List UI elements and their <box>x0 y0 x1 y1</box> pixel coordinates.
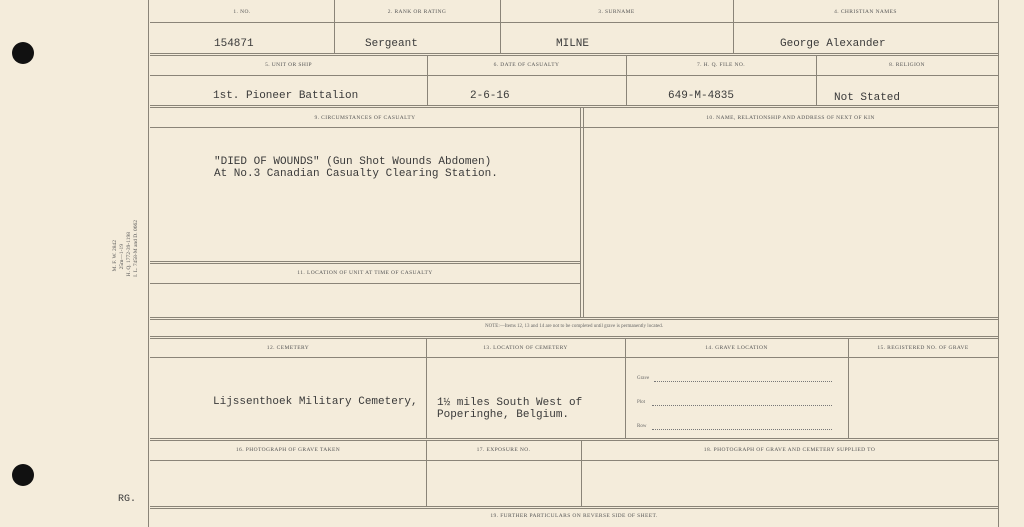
value-circumstances-1: "DIED OF WOUNDS" (Gun Shot Wounds Abdomen) <box>214 156 492 168</box>
header-photo-supplied: 18. PHOTOGRAPH OF GRAVE AND CEMETERY SUPPLIED TO <box>703 447 876 453</box>
header-location-unit: 11. LOCATION OF UNIT AT TIME OF CASUALTY <box>297 270 433 276</box>
side-stamp-2: 25m—1-19 <box>119 244 125 270</box>
row-label: Row <box>637 424 647 429</box>
value-surname: MILNE <box>556 38 590 50</box>
header-grave-location: 14. GRAVE LOCATION <box>705 345 768 351</box>
footer-code: RG. <box>118 494 137 505</box>
note-text: NOTE:—Items 12, 13 and 14 are not to be completed until grave is permanently located. <box>484 324 663 329</box>
value-religion: Not Stated <box>834 92 901 104</box>
header-cemetery: 12. CEMETERY <box>266 345 310 351</box>
header-date: 6. DATE OF CASUALTY <box>493 62 560 68</box>
value-no: 154871 <box>214 38 254 50</box>
side-stamp-3: H. Q. 1772-39-1198 <box>126 232 132 277</box>
header-next-of-kin: 10. NAME, RELATIONSHIP AND ADDRESS OF NEXT OF KIN <box>706 115 875 121</box>
value-date: 2-6-16 <box>470 90 510 102</box>
grave-label: Grave <box>637 376 650 381</box>
header-no: 1. NO. <box>233 9 251 15</box>
header-location-cemetery: 13. LOCATION OF CEMETERY <box>483 345 568 351</box>
punch-hole-top <box>12 42 34 64</box>
value-circumstances-2: At No.3 Canadian Casualty Clearing Station. <box>214 168 498 180</box>
header-unit: 5. UNIT OR SHIP <box>265 62 312 68</box>
header-rank: 2. RANK OR RATING <box>387 9 447 15</box>
header-further: 19. FURTHER PARTICULARS ON REVERSE SIDE OF SHEET. <box>490 513 658 519</box>
side-stamp-4: I. L. 7458-M and D. 0662 <box>133 220 139 277</box>
value-christian: George Alexander <box>780 38 886 50</box>
header-registered: 15. REGISTERED NO. OF GRAVE <box>877 345 969 351</box>
header-christian: 4. CHRISTIAN NAMES <box>834 9 897 15</box>
plot-label: Plot <box>637 400 646 405</box>
value-location-1: 1½ miles South West of <box>437 397 583 409</box>
value-location-2: Poperinghe, Belgium. <box>437 409 570 421</box>
header-surname: 3. SURNAME <box>598 9 635 15</box>
value-hq: 649-M-4835 <box>668 90 735 102</box>
side-stamp-1: M. F. W. 2842 <box>112 240 118 272</box>
punch-hole-bottom <box>12 464 34 486</box>
header-hq: 7. H. Q. FILE NO. <box>696 62 746 68</box>
header-photo-taken: 16. PHOTOGRAPH OF GRAVE TAKEN <box>235 447 341 453</box>
value-rank: Sergeant <box>365 38 418 50</box>
value-cemetery: Lijssenthoek Military Cemetery, <box>213 396 418 408</box>
header-religion: 8. RELIGION <box>889 62 925 68</box>
header-circumstances: 9. CIRCUMSTANCES OF CASUALTY <box>314 115 416 121</box>
header-exposure: 17. EXPOSURE NO. <box>476 447 531 453</box>
value-unit: 1st. Pioneer Battalion <box>213 90 359 102</box>
